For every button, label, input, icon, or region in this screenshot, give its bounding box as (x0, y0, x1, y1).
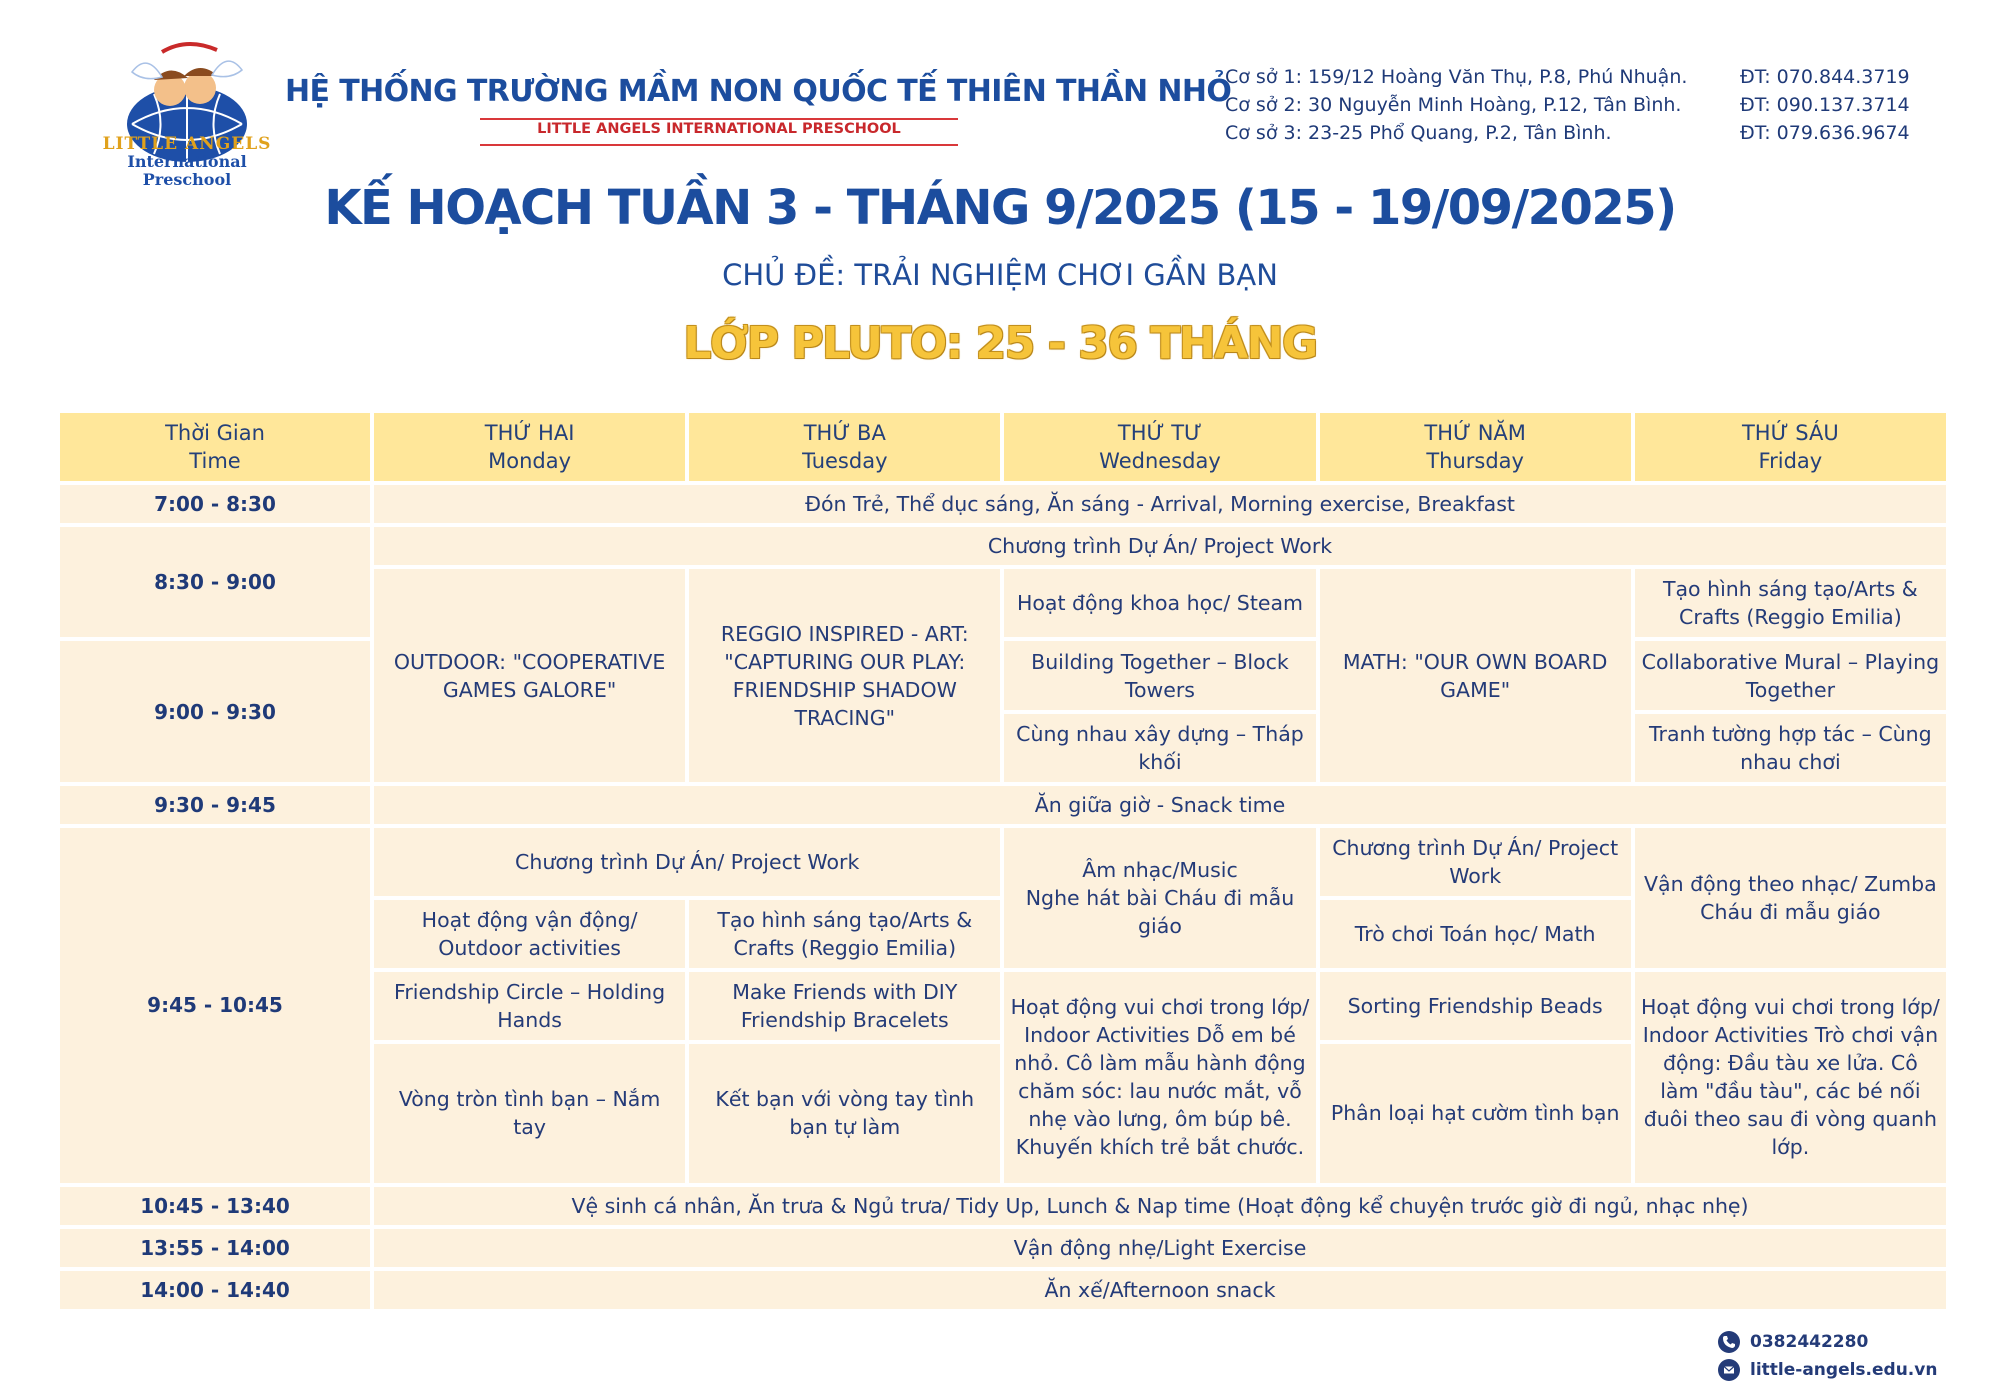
tuesday-morning-activity: REGGIO INSPIRED - ART: "CAPTURING OUR PLAY: FRIENDSHIP SHADOW TRACING" (689, 569, 1000, 781)
table-row (60, 786, 1946, 824)
campus-row (1225, 122, 1925, 150)
friday-arts-cell: Tạo hình sáng tạo/Arts & Crafts (Reggio Emilia) (1635, 569, 1946, 637)
friday-indoor-cell: Hoạt động vui chơi trong lớp/ Indoor Activities Trò chơi vận động: Đầu tàu xe lửa. Cô làm "đầu tàu", các bé nối đuôi theo sau đi vòng quanh lớp. (1635, 972, 1946, 1182)
wednesday-indoor-cell: Hoạt động vui chơi trong lớp/ Indoor Activities Dỗ em bé nhỏ. Cô làm mẫu hành động chăm sóc: lau nước mắt, vỗ nhẹ vào lưng, ôm búp bê. Khuyến khích trẻ bắt chước. (1004, 972, 1315, 1182)
campus-label: Cơ sở 2: (1225, 94, 1302, 116)
time-cell: 9:30 - 9:45 (60, 786, 370, 824)
time-cell: 8:30 - 9:00 (60, 527, 370, 637)
campus-phone: ĐT: 070.844.3719 (1740, 66, 1910, 88)
wednesday-block-towers-vi-cell: Cùng nhau xây dựng – Tháp khối (1004, 714, 1315, 782)
campus-address-text: 159/12 Hoàng Văn Thụ, P.8, Phú Nhuận. (1308, 66, 1688, 88)
monday-morning-activity: OUTDOOR: "COOPERATIVE GAMES GALORE" (374, 569, 685, 781)
arrival-cell: Đón Trẻ, Thể dục sáng, Ăn sáng - Arrival, Morning exercise, Breakfast (374, 485, 1946, 523)
wednesday-music-cell: Âm nhạc/Music Nghe hát bài Cháu đi mẫu giáo (1004, 828, 1315, 968)
footer-phone-row (1718, 1328, 1937, 1356)
campus-list (1225, 66, 1925, 150)
campus-phone: ĐT: 090.137.3714 (1740, 94, 1910, 116)
table-row (60, 1229, 1946, 1267)
footer-contact (1718, 1328, 1937, 1384)
campus-label: Cơ sở 3: (1225, 122, 1302, 144)
campus-label: Cơ sở 1: (1225, 66, 1302, 88)
lunch-nap-cell: Vệ sinh cá nhân, Ăn trưa & Ngủ trưa/ Tidy Up, Lunch & Nap time (Hoạt động kể chuyện trước giờ đi ngủ, nhạc nhẹ) (374, 1187, 1946, 1225)
time-cell: 7:00 - 8:30 (60, 485, 370, 523)
table-header-row (60, 413, 1946, 481)
tuesday-arts-cell: Tạo hình sáng tạo/Arts & Crafts (Reggio Emilia) (689, 900, 1000, 968)
header-monday: THỨ HAI Monday (374, 413, 685, 481)
header-wednesday: THỨ TƯ Wednesday (1004, 413, 1315, 481)
table-row (60, 1187, 1946, 1225)
campus-phone: ĐT: 079.636.9674 (1740, 122, 1910, 144)
friday-mural-vi-cell: Tranh tường hợp tác – Cùng nhau chơi (1635, 714, 1946, 782)
campus-address (1225, 94, 1740, 122)
class-title: LỚP PLUTO: 25 - 36 THÁNG (683, 318, 1317, 369)
snack-cell: Ăn giữa giờ - Snack time (374, 786, 1946, 824)
header-thursday: THỨ NĂM Thursday (1320, 413, 1631, 481)
wednesday-block-towers-cell: Building Together – Block Towers (1004, 641, 1315, 709)
phone-icon (1718, 1331, 1740, 1353)
time-cell: 14:00 - 14:40 (60, 1271, 370, 1309)
table-row (60, 485, 1946, 523)
tuesday-bracelets-vi-cell: Kết bạn với vòng tay tình bạn tự làm (689, 1044, 1000, 1182)
weekly-schedule-table (56, 409, 1950, 1313)
friday-mural-cell: Collaborative Mural – Playing Together (1635, 641, 1946, 709)
logo-text-sub: International Preschool (127, 152, 247, 189)
table-row (60, 641, 1946, 709)
school-name-english: LITTLE ANGELS INTERNATIONAL PRESCHOOL (537, 121, 901, 137)
campus-address-text: 30 Nguyễn Minh Hoàng, P.12, Tân Bình. (1308, 94, 1682, 116)
time-cell: 9:45 - 10:45 (60, 828, 370, 1183)
header-tuesday: THỨ BA Tuesday (689, 413, 1000, 481)
campus-address-text: 23-25 Phổ Quang, P.2, Tân Bình. (1308, 122, 1612, 144)
campus-address (1225, 122, 1740, 150)
time-cell: 9:00 - 9:30 (60, 641, 370, 781)
theme-subtitle: CHỦ ĐỀ: TRẢI NGHIỆM CHƠI GẦN BẠN (722, 258, 1278, 292)
header-friday: THỨ SÁU Friday (1635, 413, 1946, 481)
campus-address (1225, 66, 1740, 94)
monday-friendship-circle-cell: Friendship Circle – Holding Hands (374, 972, 685, 1040)
school-name: HỆ THỐNG TRƯỜNG MẦM NON QUỐC TẾ THIÊN THẦN NHỎ (285, 74, 1232, 109)
footer-phone[interactable]: 0382442280 (1750, 1332, 1869, 1352)
monday-friendship-circle-vi-cell: Vòng tròn tình bạn – Nắm tay (374, 1044, 685, 1182)
thursday-beads-cell: Sorting Friendship Beads (1320, 972, 1631, 1040)
page-title: KẾ HOẠCH TUẦN 3 - THÁNG 9/2025 (15 - 19/09/2025) (324, 180, 1676, 236)
project-work-cell: Chương trình Dự Án/ Project Work (374, 527, 1946, 565)
thursday-project-work-cell: Chương trình Dự Án/ Project Work (1320, 828, 1631, 896)
table-row (60, 828, 1946, 896)
table-row (60, 1271, 1946, 1309)
time-cell: 13:55 - 14:00 (60, 1229, 370, 1267)
footer-website-row (1718, 1356, 1937, 1384)
thursday-math-cell: Trò chơi Toán học/ Math (1320, 900, 1631, 968)
header-time: Thời Gian Time (60, 413, 370, 481)
light-exercise-cell: Vận động nhẹ/Light Exercise (374, 1229, 1946, 1267)
table-row (60, 527, 1946, 565)
mon-tue-project-work-cell: Chương trình Dự Án/ Project Work (374, 828, 1000, 896)
monday-outdoor-cell: Hoạt động vận động/ Outdoor activities (374, 900, 685, 968)
wednesday-steam-cell: Hoạt động khoa học/ Steam (1004, 569, 1315, 637)
campus-row (1225, 94, 1925, 122)
footer-website[interactable]: little-angels.edu.vn (1750, 1360, 1938, 1380)
thursday-beads-vi-cell: Phân loại hạt cườm tình bạn (1320, 1044, 1631, 1182)
thursday-morning-activity: MATH: "OUR OWN BOARD GAME" (1320, 569, 1631, 781)
logo-text-main: LITTLE ANGELS (102, 134, 272, 154)
time-cell: 10:45 - 13:40 (60, 1187, 370, 1225)
tuesday-bracelets-cell: Make Friends with DIY Friendship Bracelets (689, 972, 1000, 1040)
mail-icon (1718, 1359, 1740, 1381)
afternoon-snack-cell: Ăn xế/Afternoon snack (374, 1271, 1946, 1309)
campus-row (1225, 66, 1925, 94)
friday-zumba-cell: Vận động theo nhạc/ Zumba Cháu đi mẫu giáo (1635, 828, 1946, 968)
